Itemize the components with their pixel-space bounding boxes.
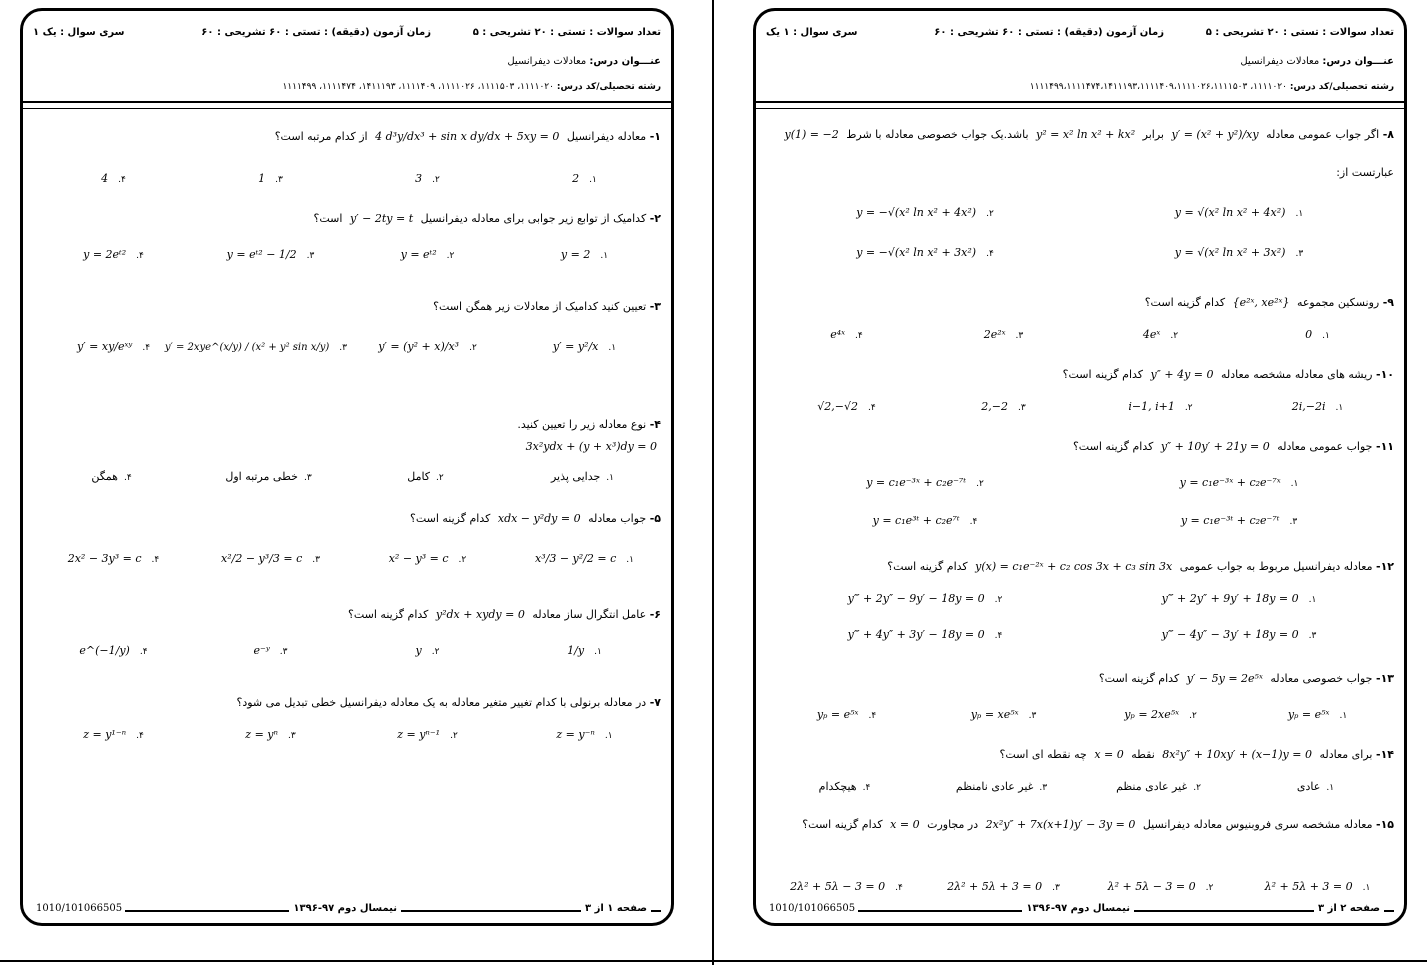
question-text: نوع معادله زیر را تعیین کنید. (517, 418, 647, 431)
question-math: y′ − 5y = 2e⁵ˣ (1186, 672, 1263, 685)
question-7 (33, 696, 661, 709)
question-text: جواب خصوصی معادله (1270, 672, 1373, 685)
options-13 (766, 708, 1394, 732)
option-4[interactable]: ۴.2x² − 3y³ = c (67, 552, 160, 565)
option-4[interactable]: ۴.√2,−√2 (817, 400, 876, 413)
option-1[interactable]: ۱.λ² + 5λ + 3 = 0 (1264, 880, 1371, 893)
option-1[interactable]: ۱.y = c₁e⁻³ˣ + c₂e⁻⁷ˣ (1179, 476, 1299, 489)
question-text: کدام گزینه است؟ (887, 560, 968, 573)
page-divider (712, 0, 714, 965)
question-text: رونسکین مجموعه (1296, 296, 1380, 309)
question-number: ۱- (649, 130, 661, 143)
option-4[interactable]: ۴.y′ = xy/eˣʸ (76, 340, 151, 353)
question-14 (766, 748, 1394, 761)
question-text: کدام گزینه است؟ (1098, 672, 1180, 685)
option-3[interactable]: ۳.2,−2 (981, 400, 1026, 413)
question-text: معادله مشخصه سری فروبنیوس معادله دیفرانسیل (1142, 818, 1373, 831)
question-number: ۱۴- (1375, 748, 1394, 761)
options-8a (766, 206, 1394, 230)
options-6 (33, 644, 661, 668)
question-number: ۳- (649, 300, 661, 313)
option-1[interactable]: ۱.z = y⁻ⁿ (556, 728, 613, 741)
question-4 (33, 418, 661, 431)
question-text: کدام گزینه است؟ (1144, 296, 1226, 309)
question-math: 4 d³y/dx³ + sin x dy/dx + 5xy = 0 (375, 130, 560, 143)
question-text: کدام گزینه است؟ (1062, 368, 1144, 381)
option-2[interactable]: ۲.4eˣ (1142, 328, 1179, 341)
option-3[interactable]: ۳.yₚ = xe⁵ˣ (970, 708, 1037, 721)
question-text: عامل انتگرال ساز معادله (532, 608, 647, 621)
option-2[interactable]: ۲.λ² + 5λ − 3 = 0 (1107, 880, 1214, 893)
option-3[interactable]: ۳.y = eᵗ² − 1/2 (226, 248, 315, 261)
course-name: معادلات دیفرانسیل (1240, 56, 1320, 67)
option-1[interactable]: ۱.yₚ = e⁵ˣ (1287, 708, 1348, 721)
question-math: y(1) = −2 (784, 128, 839, 141)
option-1[interactable]: ۱.y′ = y²/x (552, 340, 617, 353)
option-1[interactable]: ۱.2i,−2i (1291, 400, 1344, 413)
option-4[interactable]: ۴.y = −√(x² ln x² + 3x²) (856, 246, 994, 259)
option-3[interactable]: ۳.غیر عادی نامنظم (955, 780, 1048, 793)
option-3[interactable]: ۳.y′ = 2xye^(x/y) / (x² + y² sin x/y) (164, 342, 347, 353)
option-1[interactable]: ۱.عادی (1296, 780, 1335, 793)
question-text: کدام گزینه است؟ (1072, 440, 1154, 453)
question-math: 3x²ydx + (y + x³)dy = 0 (525, 440, 657, 453)
option-4[interactable]: ۴.هیچکدام (818, 780, 871, 793)
question-3 (33, 300, 661, 313)
option-4[interactable]: ۴.همگن (91, 470, 132, 483)
question-text: نقطه (1131, 748, 1155, 761)
exam-code: 1010/101066505 (33, 903, 125, 914)
question-math: x = 0 (1094, 748, 1124, 761)
question-15 (766, 818, 1394, 831)
option-2[interactable]: ۲.y′ = (y² + x)/x³ (378, 340, 477, 353)
question-math: y′ − 2ty = t (349, 212, 414, 225)
page-header (756, 11, 1404, 103)
question-number: ۷- (649, 696, 661, 709)
question-text: کدام گزینه است؟ (802, 818, 883, 831)
question-5 (33, 512, 661, 525)
option-4[interactable]: ۴.2λ² + 5λ − 3 = 0 (790, 880, 903, 893)
question-math: y″ + 10y′ + 21y = 0 (1160, 440, 1270, 453)
question-count: تعداد سوالات : تستی : ۲۰ تشریحی : ۵ (472, 27, 661, 38)
question-text: تعیین کنید کدامیک از معادلات زیر همگن است؟ (433, 300, 647, 313)
option-1[interactable]: ۱.x³/3 − y²/2 = c (535, 552, 634, 565)
options-8b (766, 246, 1394, 270)
option-4[interactable]: ۴.y = 2eᵗ² (83, 248, 144, 261)
options-1 (33, 172, 661, 196)
question-text: است؟ (313, 212, 343, 225)
question-math: 8x²y″ + 10xy′ + (x−1)y = 0 (1162, 748, 1312, 761)
question-series: سری سوال : ۱ یک (766, 27, 858, 38)
question-13 (766, 672, 1394, 685)
option-2[interactable]: ۲.yₚ = 2xe⁵ˣ (1124, 708, 1197, 721)
question-text: معادله دیفرانسیل (566, 130, 647, 143)
question-text: برابر (1142, 128, 1164, 141)
exam-time: زمان آزمون (دقیقه) : تستی : ۶۰ تشریحی : ۶۰ (934, 27, 1164, 38)
option-4[interactable]: ۴.y = c₁e³ᵗ + c₂e⁷ᵗ (872, 514, 978, 527)
option-4[interactable]: ۴.e^(−1/y) (79, 644, 148, 657)
question-series: سری سوال : یک ۱ (33, 27, 125, 38)
options-15 (766, 880, 1394, 904)
question-number: ۱۲- (1375, 560, 1394, 573)
page-number: صفحه ۱ از ۳ (581, 903, 651, 914)
question-text: در مجاورت (927, 818, 979, 831)
option-2[interactable]: ۲.y (415, 644, 440, 657)
option-2[interactable]: ۲.y = −√(x² ln x² + 4x²) (856, 206, 994, 219)
field-label: رشته تحصیلی/کد درس: (556, 82, 661, 92)
question-1 (33, 130, 661, 143)
option-4[interactable]: ۴.z = y¹⁻ⁿ (83, 728, 144, 741)
options-11a (766, 476, 1394, 500)
option-2[interactable]: ۲.x² − y³ = c (388, 552, 467, 565)
option-2[interactable]: ۲.y‴ + 2y″ − 9y′ − 18y = 0 (847, 592, 1003, 605)
options-11b (766, 514, 1394, 538)
question-text: در معادله برنولی با کدام تغییر متغیر معادله به یک معادله دیفرانسیل خطی تبدیل می شود؟ (236, 696, 647, 709)
question-text: کدامیک از توابع زیر جوابی برای معادله دیفرانسیل (420, 212, 647, 225)
question-math: {e²ˣ, xe²ˣ} (1232, 296, 1290, 309)
questions-area (766, 116, 1394, 903)
option-2[interactable]: ۲.y = c₁e⁻³ˣ + c₂e⁻⁷ᵗ (866, 476, 984, 489)
question-text: جواب عمومی معادله (1277, 440, 1373, 453)
field-label: رشته تحصیلی/کد درس: (1289, 82, 1394, 92)
question-number: ۱۰- (1375, 368, 1394, 381)
question-11 (766, 440, 1394, 453)
option-3[interactable]: ۳.y‴ − 4y″ − 3y′ + 18y = 0 (1161, 628, 1317, 641)
question-math: xdx − y²dy = 0 (497, 512, 581, 525)
option-1[interactable]: ۱.2 (572, 172, 597, 185)
field-codes: ۱۱۱۱۰۲۰، ۱۱۱۱۵۰۳، ۱۱۱۱۰۲۶، ۱۱۱۱۴۰۹، ۱۴۱۱۱۹۳، ۱۱۱۱۴۷۴، ۱۱۱۱۴۹۹ (282, 82, 554, 92)
option-3[interactable]: ۳.z = yⁿ (245, 728, 296, 741)
question-text: چه نقطه ای است؟ (999, 748, 1087, 761)
question-text: عبارتست از: (1336, 166, 1394, 179)
question-text: از کدام مرتبه است؟ (274, 130, 368, 143)
question-math: y″ + 4y = 0 (1150, 368, 1214, 381)
exam-page-1 (20, 8, 674, 926)
question-text: ریشه های معادله مشخصه معادله (1221, 368, 1373, 381)
page-footer (33, 903, 661, 919)
option-4[interactable]: ۴.y‴ + 4y″ + 3y′ − 18y = 0 (847, 628, 1003, 641)
course-label: عنـــوان درس: (1322, 56, 1394, 67)
question-math: y² = x² ln x² + kx² (1036, 128, 1136, 141)
question-math: y′ = (x² + y²)/xy (1171, 128, 1259, 141)
option-3[interactable]: ۳.1 (258, 172, 283, 185)
course-name: معادلات دیفرانسیل (507, 56, 587, 67)
question-text: جواب معادله (588, 512, 647, 525)
term-label: نیمسال دوم ۹۷-۱۳۹۶ (1022, 903, 1134, 914)
option-3[interactable]: ۳.y = c₁e⁻³ᵗ + c₂e⁻⁷ᵗ (1180, 514, 1298, 527)
options-3 (33, 340, 661, 364)
options-2 (33, 248, 661, 272)
question-math: x = 0 (890, 818, 920, 831)
field-codes: ۱۱۱۱۰۲۰، ۱۱۱۱۴۹۹،۱۱۱۱۴۷۴،۱۴۱۱۱۹۳،۱۱۱۱۴۰۹،۱۱۱۱۰۲۶،۱۱۱۱۵۰۳ (1029, 82, 1287, 92)
option-1[interactable]: ۱.y = √(x² ln x² + 4x²) (1174, 206, 1304, 219)
option-2[interactable]: ۲.کامل (407, 470, 444, 483)
options-12a (766, 592, 1394, 616)
option-3[interactable]: ۳.y = √(x² ln x² + 3x²) (1174, 246, 1304, 259)
option-3[interactable]: ۳.2λ² + 5λ + 3 = 0 (947, 880, 1060, 893)
question-number: ۵- (649, 512, 661, 525)
options-7 (33, 728, 661, 752)
option-3[interactable]: ۳.خطی مرتبه اول (225, 470, 312, 483)
question-9 (766, 296, 1394, 309)
question-text: برای معادله (1319, 748, 1373, 761)
option-1[interactable]: ۱.y = 2 (560, 248, 609, 261)
options-5 (33, 552, 661, 576)
question-number: ۹- (1382, 296, 1394, 309)
option-2[interactable]: ۲.3 (415, 172, 440, 185)
question-8-continued (766, 166, 1394, 179)
question-math: y²dx + xydy = 0 (435, 608, 525, 621)
question-text: باشد.یک جواب خصوصی معادله با شرط (846, 128, 1029, 141)
option-2[interactable]: ۲.i−1, i+1 (1128, 400, 1193, 413)
question-count: تعداد سوالات : تستی : ۲۰ تشریحی : ۵ (1205, 27, 1394, 38)
header-rule (23, 101, 671, 109)
question-2 (33, 212, 661, 225)
question-number: ۱۱- (1375, 440, 1394, 453)
question-number: ۱۳- (1375, 672, 1394, 685)
option-2[interactable]: ۲.z = yⁿ⁻¹ (397, 728, 458, 741)
question-12 (766, 560, 1394, 573)
question-math: 2x²y″ + 7x(x+1)y′ − 3y = 0 (985, 818, 1136, 831)
exam-code: 1010/101066505 (766, 903, 858, 914)
question-text: معادله دیفرانسیل مربوط به جواب عمومی (1179, 560, 1373, 573)
questions-area (33, 116, 661, 903)
options-4 (33, 470, 661, 494)
option-3[interactable]: ۳.e⁻ʸ (253, 644, 288, 657)
exam-time: زمان آزمون (دقیقه) : تستی : ۶۰ تشریحی : ۶۰ (201, 27, 431, 38)
question-6 (33, 608, 661, 621)
option-4[interactable]: ۴.yₚ = e⁵ˣ (816, 708, 877, 721)
options-9 (766, 328, 1394, 352)
question-text: کدام گزینه است؟ (409, 512, 491, 525)
term-label: نیمسال دوم ۹۷-۱۳۹۶ (289, 903, 401, 914)
page-number: صفحه ۲ از ۳ (1314, 903, 1384, 914)
question-math: y(x) = c₁e⁻²ˣ + c₂ cos 3x + c₃ sin 3x (975, 560, 1173, 573)
option-3[interactable]: ۳.x²/2 − y³/3 = c (221, 552, 320, 565)
question-8 (766, 128, 1394, 141)
question-number: ۸- (1382, 128, 1394, 141)
option-2[interactable]: ۲.y = eᵗ² (400, 248, 455, 261)
course-label: عنـــوان درس: (589, 56, 661, 67)
question-number: ۲- (649, 212, 661, 225)
options-12b (766, 628, 1394, 652)
exam-page-2 (753, 8, 1407, 926)
option-1[interactable]: ۱.0 (1305, 328, 1330, 341)
option-4[interactable]: ۴.e⁴ˣ (830, 328, 863, 341)
question-text: کدام گزینه است؟ (348, 608, 429, 621)
question-4-equation (33, 440, 661, 453)
question-text: اگر جواب عمومی معادله (1266, 128, 1380, 141)
option-1[interactable]: ۱.1/y (567, 644, 602, 657)
question-number: ۴- (649, 418, 661, 431)
page-header (23, 11, 671, 103)
option-2[interactable]: ۲.غیر عادی منظم (1116, 780, 1201, 793)
option-4[interactable]: ۴.4 (101, 172, 126, 185)
option-1[interactable]: ۱.جدایی پذیر (550, 470, 615, 483)
question-number: ۶- (649, 608, 661, 621)
bottom-rule (0, 960, 1427, 962)
question-number: ۱۵- (1375, 818, 1394, 831)
options-14 (766, 780, 1394, 804)
option-3[interactable]: ۳.2e²ˣ (983, 328, 1024, 341)
option-1[interactable]: ۱.y‴ + 2y″ + 9y′ + 18y = 0 (1161, 592, 1317, 605)
header-rule (756, 101, 1404, 109)
options-10 (766, 400, 1394, 424)
page-footer (766, 903, 1394, 919)
question-10 (766, 368, 1394, 381)
